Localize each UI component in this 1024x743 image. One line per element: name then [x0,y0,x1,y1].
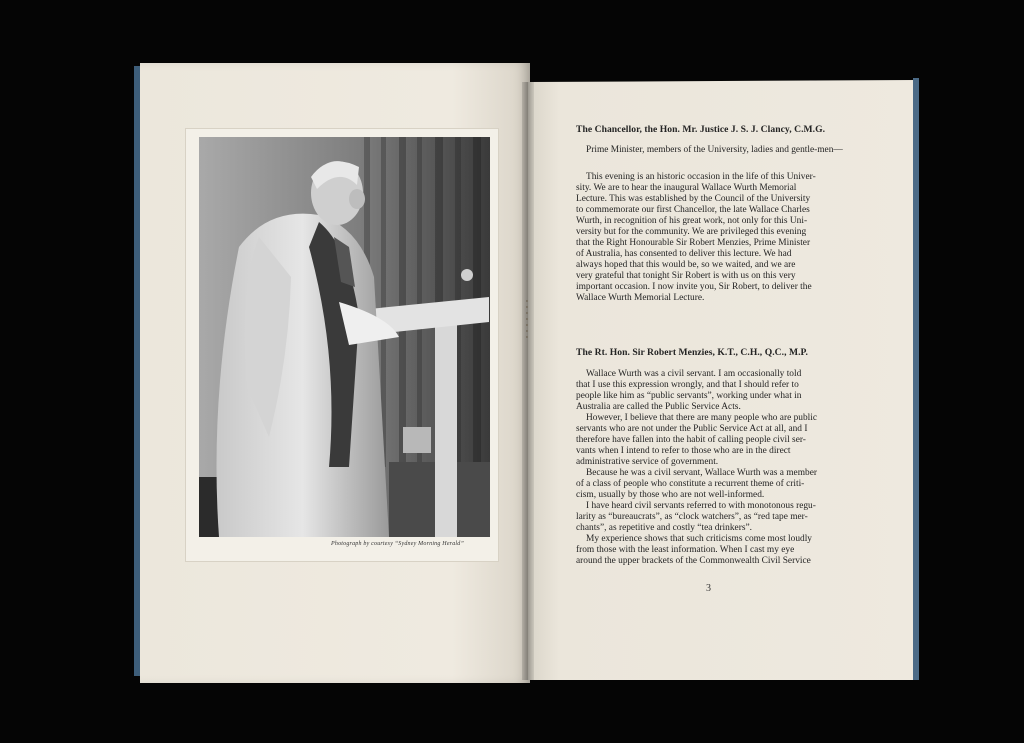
text-line: I have heard civil servants referred to with monotonous regu- [586,501,816,511]
binding-stitch [526,300,528,338]
menzies-speech [576,369,844,567]
text-line: Wurth, in recognition of his great work, not only for this Uni- [576,216,808,226]
salutation: Prime Minister, members of the University, ladies and gentle-men— [586,145,843,155]
text-line: very grateful that tonight Sir Robert is with us on this very [576,271,796,281]
text-line: people like him as “public servants”, working under what in [576,391,802,401]
text-line: chants”, as repetitive and costly “tea drinkers”. [576,523,752,533]
text-line: cism, usually by those who are not well-informed. [576,490,765,500]
text-line: of a class of people who constitute a recurrent theme of criti- [576,479,805,489]
text-line: Australia are called the Public Service Acts. [576,402,741,412]
text-line: of Australia, has consented to deliver this lecture. We had [576,249,792,259]
speech-paragraph [576,369,844,413]
text-line: that I use this expression wrongly, and that I should refer to [576,380,799,390]
chancellor-heading: The Chancellor, the Hon. Mr. Justice J. S. J. Clancy, C.M.G. [576,124,826,135]
text-line: sity. We are to hear the inaugural Wallace Wurth Memorial [576,183,797,193]
text-line: to commemorate our first Chancellor, the late Wallace Charles [576,205,810,215]
menzies-heading: The Rt. Hon. Sir Robert Menzies, K.T., C.H., Q.C., M.P. [576,347,809,358]
text-line: My experience shows that such criticisms come most loudly [586,534,812,544]
text-line: larity as “bureaucrats”, as “clock watchers”, as “red tape mer- [576,512,808,522]
text-line: Wallace Wurth was a civil servant. I am occasionally told [586,369,802,379]
text-line: therefore have fallen into the habit of calling people civil ser- [576,435,806,445]
text-line: that the Right Honourable Sir Robert Menzies, Prime Minister [576,238,811,248]
page-number: 3 [706,583,711,594]
text-line: from those with the least information. When I cast my eye [576,545,795,555]
text-line: Wallace Wurth Memorial Lecture. [576,293,705,303]
text-line: servants who are not under the Public Service Act at all, and I [576,424,808,434]
chancellor-paragraph [576,172,844,304]
text-line: administrative service of government. [576,457,719,467]
text-line: always hoped that this would be, so we waited, and we are [576,260,796,270]
text-line: However, I believe that there are many people who are public [586,413,818,423]
speech-paragraph [576,468,844,501]
speech-paragraph [576,534,844,567]
speech-paragraph [576,413,844,468]
text-line: vants when I intend to refer to those who are in the direct [576,446,791,456]
book-gutter [522,82,534,680]
speech-paragraph [576,501,844,534]
cover-edge-right [913,78,919,680]
text-line: Because he was a civil servant, Wallace Wurth was a member [586,468,817,478]
photo-credit: Photograph by courtesy “Sydney Morning Herald” [331,541,465,547]
text-line: important occasion. I now invite you, Sir Robert, to deliver the [576,282,812,292]
text-line: versity but for the community. We are privileged this evening [576,227,807,237]
text-line: This evening is an historic occasion in the life of this Univer- [586,172,816,182]
text-line: around the upper brackets of the Commonwealth Civil Service [576,556,811,566]
text-line: Lecture. This was established by the Council of the University [576,194,811,204]
speaker-photograph [199,137,490,537]
